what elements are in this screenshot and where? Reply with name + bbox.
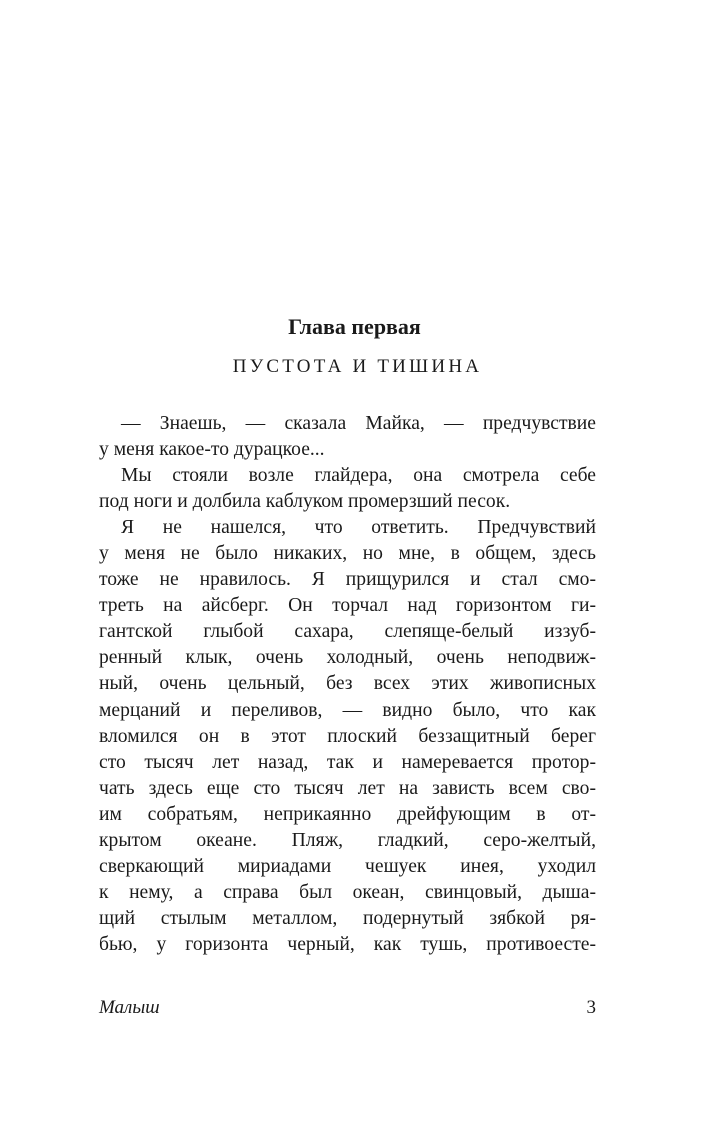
text-line: вломился он в этот плоский беззащитный берег (99, 725, 596, 747)
text-line: бью, у горизонта черный, как тушь, противоесте- (99, 933, 596, 955)
page-number: 3 (586, 997, 596, 1018)
text-line: сверкающий мириадами чешуек инея, уходил (99, 855, 596, 877)
text-line: к нему, а справа был океан, свинцовый, дыша- (99, 881, 596, 903)
text-line: ренный клык, очень холодный, очень неподвиж- (99, 647, 596, 669)
text-line: им собратьям, неприкаянно дрейфующим в от- (99, 803, 596, 825)
text-line: мерцаний и переливов, — видно было, что как (99, 699, 596, 721)
text-line: ный, очень цельный, без всех этих живописных (99, 673, 596, 695)
text-line: Я не нашелся, что ответить. Предчувствий (121, 517, 596, 539)
running-footer-title: Малыш (99, 997, 160, 1018)
body-text (99, 411, 596, 958)
text-line: у меня какое-то дурацкое... (99, 439, 325, 461)
text-line: под ноги и долбила каблуком промерзший песок. (99, 491, 511, 513)
text-line: у меня не было никаких, но мне, в общем, здесь (99, 543, 596, 565)
text-line: крытом океане. Пляж, гладкий, серо-желтый, (99, 829, 596, 851)
text-line: — Знаешь, — сказала Майка, — предчувствие (121, 413, 596, 434)
text-line: тоже не нравилось. Я прищурился и стал смо- (99, 569, 596, 591)
text-line: гантской глыбой сахара, слепяще-белый иззуб- (99, 621, 596, 643)
text-line: Мы стояли возле глайдера, она смотрела себе (121, 465, 596, 487)
text-line: щий стылым металлом, подернутый зябкой ря- (99, 907, 596, 929)
text-line: чать здесь еще сто тысяч лет на зависть всем сво- (99, 777, 596, 799)
chapter-title: ПУСТОТА И ТИШИНА (232, 356, 483, 377)
chapter-heading: Глава первая (288, 314, 421, 339)
text-line: сто тысяч лет назад, так и намеревается протор- (99, 751, 596, 773)
text-line: треть на айсберг. Он торчал над горизонтом ги- (99, 595, 596, 617)
